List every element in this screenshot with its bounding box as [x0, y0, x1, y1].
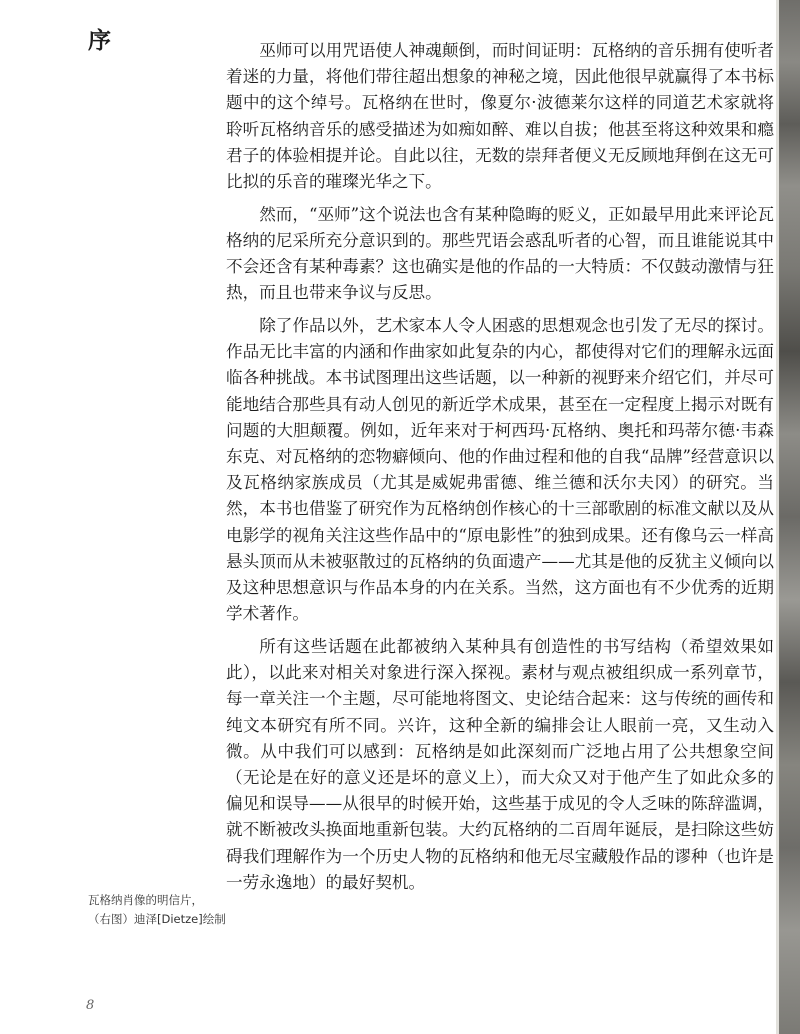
page-title: 序: [88, 27, 111, 54]
caption-line: 瓦格纳肖像的明信片，: [88, 893, 203, 907]
paragraph: 所有这些话题在此都被纳入某种具有创造性的书写结构（希望效果如此），以此来对相关对象进行深入探视。素材与观点被组织成一系列章节，每一章关注一个主题，尽可能地将图文、史论结合起来：这与传统的画传和纯文本研究有所不同。兴许，这种全新的编排会让人眼前一亮，又生动入微。从中我们可以感到：瓦格纳是如此深刻而广泛地占用了公共想象空间（无论是在好的意义还是坏的意义上），而大众又对于他产生了如此众多的偏见和误导——从很早的时候开始，这些基于成见的令人乏味的陈辞滥调，就不断被改头换面地重新包装。大约瓦格纳的二百周年诞辰，是扫除这些妨碍我们理解作为一个历史人物的瓦格纳和他无尽宝藏般作品的谬种（也许是一劳永逸地）的最好契机。: [226, 636, 774, 892]
caption-line: （右图）迪泽[Dietze]绘制: [88, 911, 226, 926]
figure-caption: [88, 891, 226, 928]
paragraph: 然而，“巫师”这个说法也含有某种隐晦的贬义，正如最早用此来评论瓦格纳的尼采所充分意识到的。那些咒语会惑乱听者的心智，而且谁能说其中不会还含有某种毒素？这也确实是他的作品的一大特质：不仅鼓动激情与狂热，而且也带来争议与反思。: [226, 204, 774, 303]
page-number: 8: [86, 998, 95, 1013]
paragraph: 巫师可以用咒语使人神魂颠倒，而时间证明：瓦格纳的音乐拥有使听者着迷的力量，将他们带往超出想象的神秘之境，因此他很早就赢得了本书标题中的这个绰号。瓦格纳在世时，像夏尔·波德莱尔这样的同道艺术家就将聆听瓦格纳音乐的感受描述为如痴如醉、难以自拔；他甚至将这种效果和瘾君子的体验相提并论。自此以往，无数的崇拜者便义无反顾地拜倒在这无可比拟的乐音的璀璨光华之下。: [226, 41, 774, 192]
body-text: [226, 38, 774, 903]
paragraph: 除了作品以外，艺术家本人令人困惑的思想观念也引发了无尽的探讨。作品无比丰富的内涵和作曲家如此复杂的内心，都使得对它们的理解永远面临各种挑战。本书试图理出这些话题，以一种新的视野来介绍它们，并尽可能地结合那些具有动人创见的新近学术成果，甚至在一定程度上揭示对既有问题的大胆颠覆。例如，近年来对于柯西玛·瓦格纳、奥托和玛蒂尔德·韦森东克、对瓦格纳的恋物癖倾向、他的作曲过程和他的自我“品牌”经营意识以及瓦格纳家族成员（尤其是威妮弗雷德、维兰德和沃尔夫冈）的研究。当然，本书也借鉴了研究作为瓦格纳创作核心的十三部歌剧的标准文献以及从电影学的视角关注这些作品中的“原电影性”的独到成果。还有像乌云一样高悬头顶而从未被驱散过的瓦格纳的负面遗产——尤其是他的反犹主义倾向以及这种思想意识与作品本身的内在关系。当然，这方面也有不少优秀的近期学术著作。: [226, 316, 774, 624]
portrait-photo-edge: [776, 0, 800, 1034]
